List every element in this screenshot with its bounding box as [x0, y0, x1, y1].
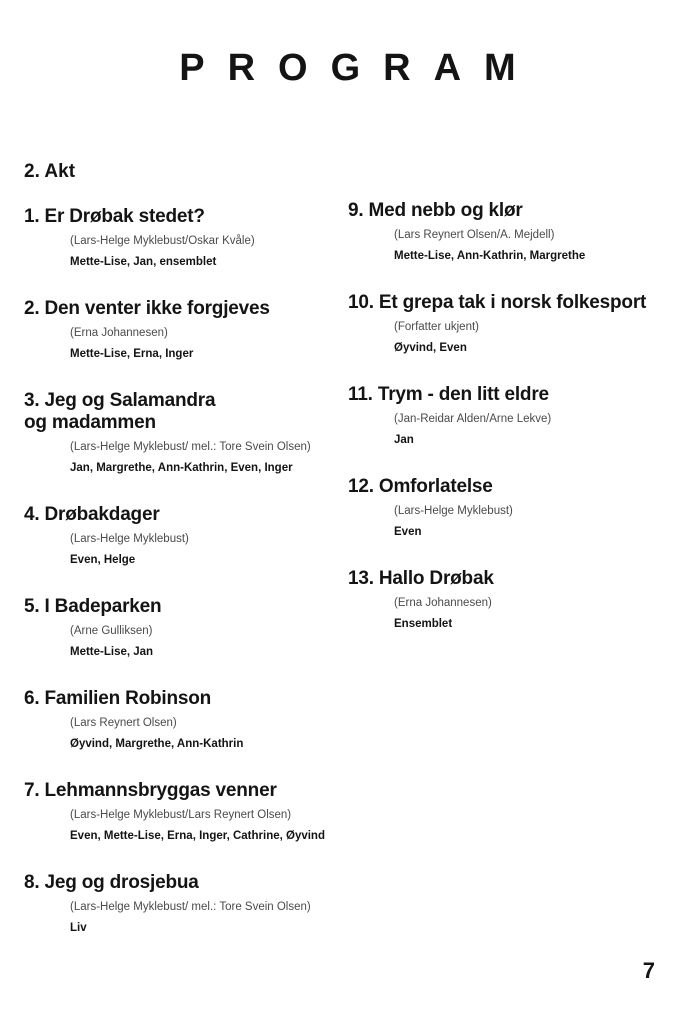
song-credits: (Erna Johannesen)	[70, 327, 168, 339]
song-credits: (Jan-Reidar Alden/Arne Lekve)	[394, 413, 552, 425]
song-title: 13. Hallo Drøbak	[348, 568, 494, 589]
song-cast: Even, Mette-Lise, Erna, Inger, Cathrine, Øyvind	[70, 830, 325, 842]
song-cast: Mette-Lise, Jan	[70, 646, 154, 658]
song-title: 7. Lehmannsbryggas venner	[24, 780, 277, 801]
program-item	[348, 384, 551, 447]
song-credits: (Lars-Helge Myklebust/Lars Reynert Olsen)	[70, 809, 292, 821]
song-cast: Ensemblet	[394, 618, 453, 630]
song-credits: (Lars-Helge Myklebust/Oskar Kvåle)	[70, 235, 255, 247]
program-item	[348, 476, 513, 539]
song-cast: Even, Helge	[70, 554, 136, 566]
song-cast: Øyvind, Even	[394, 342, 467, 354]
program-item	[348, 292, 646, 355]
song-credits: (Arne Gulliksen)	[70, 625, 153, 637]
song-title: 2. Den venter ikke forgjeves	[24, 298, 270, 319]
program-item	[24, 596, 161, 659]
song-credits: (Lars-Helge Myklebust)	[394, 505, 513, 517]
song-title: 9. Med nebb og klør	[348, 200, 523, 221]
program-item	[24, 206, 255, 269]
program-item	[24, 504, 189, 567]
song-credits: (Erna Johannesen)	[394, 597, 492, 609]
song-credits: (Lars-Helge Myklebust/ mel.: Tore Svein Olsen)	[70, 441, 311, 453]
song-cast: Øyvind, Margrethe, Ann-Kathrin	[70, 738, 244, 750]
song-credits: (Forfatter ukjent)	[394, 321, 479, 333]
song-title: 8. Jeg og drosjebua	[24, 872, 199, 893]
song-title: 10. Et grepa tak i norsk folkesport	[348, 292, 647, 313]
page-number: 7	[642, 958, 655, 983]
program-item	[348, 568, 494, 631]
song-cast: Mette-Lise, Erna, Inger	[70, 348, 194, 360]
song-cast: Liv	[70, 922, 87, 934]
program-item	[24, 872, 311, 935]
song-title: 6. Familien Robinson	[24, 688, 212, 709]
page-title: PROGRAM	[179, 47, 539, 89]
song-cast: Mette-Lise, Jan, ensemblet	[70, 256, 217, 268]
program-item	[24, 688, 243, 751]
song-title: 4. Drøbakdager	[24, 504, 160, 525]
program-item	[24, 390, 311, 475]
program-item	[24, 298, 270, 361]
song-cast: Jan, Margrethe, Ann-Kathrin, Even, Inger	[70, 462, 293, 474]
program-item	[24, 780, 325, 843]
song-cast: Jan	[394, 434, 414, 446]
song-title: 1. Er Drøbak stedet?	[24, 206, 205, 227]
song-cast: Even	[394, 526, 422, 538]
song-title: 12. Omforlatelse	[348, 476, 493, 497]
program-item	[348, 200, 585, 263]
act-heading: 2. Akt	[24, 161, 76, 182]
song-credits: (Lars Reynert Olsen)	[70, 717, 177, 729]
song-title: 3. Jeg og Salamandra og madammen	[24, 390, 216, 433]
song-title: 5. I Badeparken	[24, 596, 162, 617]
song-credits: (Lars-Helge Myklebust)	[70, 533, 189, 545]
song-title: 11. Trym - den litt eldre	[348, 384, 549, 405]
song-cast: Mette-Lise, Ann-Kathrin, Margrethe	[394, 250, 586, 262]
song-credits: (Lars Reynert Olsen/A. Mejdell)	[394, 229, 555, 241]
song-credits: (Lars-Helge Myklebust/ mel.: Tore Svein Olsen)	[70, 901, 311, 913]
